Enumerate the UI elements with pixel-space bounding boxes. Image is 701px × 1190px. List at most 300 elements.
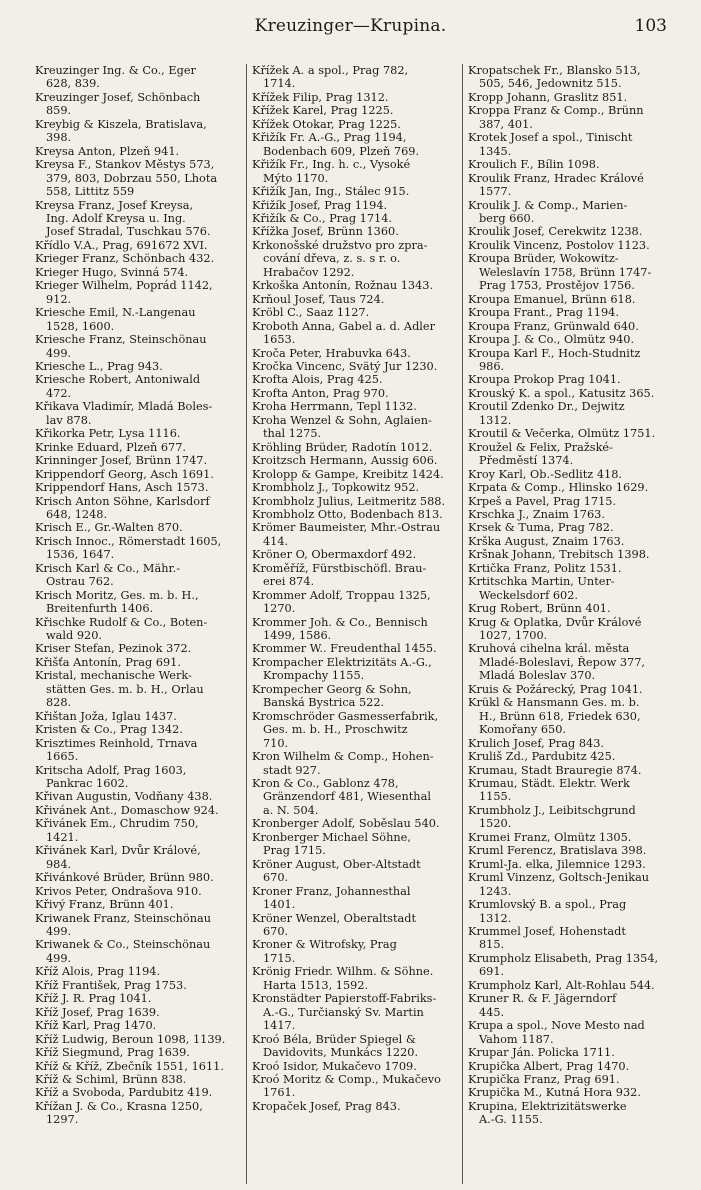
entry-line: Kroppa Franz & Comp., Brünn [468, 104, 644, 118]
directory-entry [252, 562, 457, 589]
directory-entry [35, 360, 241, 373]
directory-entry [252, 831, 457, 858]
entry-line: Kruml Vinzenz, Goltsch-Jenikau [468, 871, 650, 885]
entry-continuation-line: Harta 1513, 1592. [263, 978, 369, 992]
entry-line: Krška August, Znaim 1763. [468, 534, 625, 548]
directory-entry [252, 225, 457, 238]
entry-line: Krupička Albert, Prag 1470. [468, 1059, 630, 1073]
directory-entry [468, 64, 673, 91]
entry-line: Křižík Fr., Ing. h. c., Vysoké [252, 158, 411, 172]
entry-continuation-line: 1499, 1586. [263, 629, 332, 643]
directory-entry [468, 898, 673, 925]
directory-entry [468, 172, 673, 199]
entry-continuation-line: Breitenfurth 1406. [46, 602, 154, 616]
entry-line: Kroměříž, Fürstbischöfl. Brau- [252, 561, 427, 575]
entry-line: Kroitzsch Hermann, Aussig 606. [252, 454, 438, 468]
entry-continuation-line: 1270. [263, 602, 296, 616]
directory-entry [252, 118, 457, 131]
entry-line: Krommer W.. Freudenthal 1455. [252, 642, 437, 656]
directory-entry [468, 548, 673, 561]
entry-line: Křivánek Karl, Dvůr Králové, [35, 844, 201, 858]
entry-continuation-line: 691. [479, 965, 505, 979]
directory-entry [35, 373, 241, 400]
directory-entry [252, 481, 457, 494]
directory-entry [468, 777, 673, 804]
entry-continuation-line: Ing. Adolf Kreysa u. Ing. [46, 211, 186, 225]
entry-line: Krolopp & Gampe, Kreibitz 1424. [252, 467, 444, 481]
entry-line: Křivý Franz, Brünn 401. [35, 898, 174, 912]
entry-line: Krschka J., Znaim 1763. [468, 507, 605, 521]
directory-entry [35, 656, 241, 669]
entry-line: Křížek A. a spol., Prag 782, [252, 64, 409, 77]
entry-line: Kröhling Brüder, Radotín 1012. [252, 440, 433, 454]
directory-entry [468, 333, 673, 346]
directory-entry [35, 521, 241, 534]
entry-line: Krisztimes Reinhold, Trnava [35, 736, 198, 750]
entry-continuation-line: 1665. [46, 750, 79, 764]
directory-entry [252, 508, 457, 521]
entry-line: Krupa a spol., Nove Mesto nad [468, 1019, 645, 1033]
entry-continuation-line: A.-G. 1155. [479, 1113, 543, 1127]
directory-entry [252, 212, 457, 225]
entry-line: Kroó Isidor, Mukačevo 1709. [252, 1059, 417, 1073]
entry-line: Krug & Oplatka, Dvůr Králové [468, 615, 642, 629]
directory-entry [468, 199, 673, 226]
directory-entry [35, 790, 241, 803]
entry-line: Kröner O, Obermaxdorf 492. [252, 548, 417, 562]
entry-continuation-line: 472. [46, 386, 72, 400]
entry-continuation-line: 1417. [263, 1019, 296, 1033]
directory-entry [35, 118, 241, 145]
entry-line: Kroutil Zdenko Dr., Dejwitz [468, 400, 625, 414]
directory-entry [35, 642, 241, 655]
directory-entry [468, 387, 673, 400]
entry-line: Kreuzinger Josef, Schönbach [35, 90, 201, 104]
entry-line: Kronberger Adolf, Soběslau 540. [252, 817, 440, 831]
entry-line: Křížek Filip, Prag 1312. [252, 90, 389, 104]
directory-entry [252, 589, 457, 616]
entry-line: Kruis & Požárecký, Prag 1041. [468, 682, 643, 696]
entry-line: Kroupa Karl F., Hoch-Studnitz [468, 346, 641, 360]
entry-line: Křišťa Antonín, Prag 691. [35, 655, 181, 669]
entry-line: Krivos Peter, Ondrašova 910. [35, 884, 202, 898]
entry-line: Krupar Ján. Policka 1711. [468, 1046, 615, 1060]
entry-line: Krisch Karl & Co., Mähr.- [35, 561, 181, 575]
entry-continuation-line: 1401. [263, 898, 296, 912]
entry-line: Kroó Moritz & Comp., Mukačevo [252, 1072, 441, 1086]
directory-entry [468, 562, 673, 575]
entry-line: Kroner & Witrofsky, Prag [252, 938, 397, 952]
entry-line: Kriesche L., Prag 943. [35, 359, 163, 373]
entry-line: Krug Robert, Brünn 401. [468, 602, 611, 616]
entry-line: Krumau, Städt. Elektr. Werk [468, 777, 630, 791]
entry-continuation-line: stadt 927. [263, 763, 321, 777]
entry-line: Kroó Béla, Brüder Spiegel & [252, 1032, 416, 1046]
entry-line: Kron Wilhelm & Comp., Hohen- [252, 750, 434, 764]
directory-entry [252, 912, 457, 939]
directory-entry [252, 521, 457, 548]
directory-entry [252, 495, 457, 508]
directory-entry [35, 333, 241, 360]
entry-continuation-line: 1297. [46, 1113, 79, 1127]
entry-continuation-line: Předměstí 1374. [479, 454, 574, 468]
entry-line: Krompecher Georg & Sohn, [252, 682, 412, 696]
entry-line: Krumei Franz, Olmütz 1305. [468, 830, 632, 844]
entry-continuation-line: 387, 401. [479, 117, 533, 131]
entry-line: Kreysa F., Stankov Městys 573, [35, 158, 215, 172]
directory-entry [468, 844, 673, 857]
directory-entry [35, 427, 241, 440]
entry-line: Krisch Innoc., Römerstadt 1605, [35, 534, 222, 548]
entry-line: Křivánkové Brüder, Brünn 980. [35, 871, 214, 885]
entry-line: Kříž & Schiml, Brünn 838. [35, 1072, 187, 1086]
directory-entry [252, 91, 457, 104]
entry-line: Kreysa Anton, Plzeň 941. [35, 144, 180, 158]
directory-entry [468, 495, 673, 508]
directory-entry [35, 616, 241, 643]
entry-continuation-line: H., Brünn 618, Friedek 630, [479, 709, 641, 723]
directory-entry [252, 293, 457, 306]
entry-continuation-line: Vahom 1187. [479, 1032, 554, 1046]
directory-entry [252, 104, 457, 117]
entry-continuation-line: 1761. [263, 1086, 296, 1100]
entry-line: Kříž Siegmund, Prag 1639. [35, 1046, 190, 1060]
entry-continuation-line: 628, 839. [46, 77, 100, 91]
directory-entry [35, 669, 241, 709]
directory-entry [468, 91, 673, 104]
entry-continuation-line: lav 878. [46, 413, 92, 427]
entry-continuation-line: Banská Bystrica 522. [263, 696, 385, 710]
entry-continuation-line: 1577. [479, 185, 512, 199]
directory-entry [252, 320, 457, 347]
entry-line: Kreuzinger Ing. & Co., Eger [35, 64, 196, 77]
directory-entry [35, 441, 241, 454]
entry-continuation-line: Komořany 650. [479, 723, 566, 737]
entry-continuation-line: 558, Littitz 559 [46, 185, 135, 199]
entry-continuation-line: 398. [46, 131, 72, 145]
entry-line: Kroupa Brüder, Wokowitz- [468, 252, 619, 266]
directory-entry [468, 992, 673, 1019]
entry-continuation-line: berg 660. [479, 211, 535, 225]
entry-line: Krumbholz J., Leibitschgrund [468, 803, 636, 817]
entry-line: Kruml Ferencz, Bratislava 398. [468, 844, 647, 858]
directory-entry [35, 158, 241, 198]
directory-entry [468, 1073, 673, 1086]
entry-continuation-line: 1345. [479, 144, 512, 158]
entry-line: Kropp Johann, Graslitz 851. [468, 90, 628, 104]
directory-entry [35, 871, 241, 884]
entry-line: Křížan J. & Co., Krasna 1250, [35, 1099, 203, 1113]
entry-line: Kročka Vincenc, Svätý Jur 1230. [252, 359, 438, 373]
entry-continuation-line: Mladé-Boleslavi, Řepow 377, [479, 655, 646, 669]
entry-continuation-line: cování dřeva, z. s. s r. o. [263, 252, 401, 266]
entry-continuation-line: Weleslavín 1758, Brünn 1747- [479, 265, 652, 279]
entry-continuation-line: Josef Stradal, Tuschkau 576. [46, 225, 211, 239]
directory-entry [468, 400, 673, 427]
directory-entry [468, 481, 673, 494]
entry-line: Kreysa Franz, Josef Kreysa, [35, 198, 194, 212]
entry-continuation-line: 499. [46, 925, 72, 938]
directory-entry [468, 239, 673, 252]
directory-entry [35, 817, 241, 844]
entry-continuation-line: 1027, 1700. [479, 629, 548, 643]
directory-entry [35, 239, 241, 252]
entry-continuation-line: A.-G., Turčianský Sv. Martin [263, 1005, 424, 1019]
directory-entry [468, 468, 673, 481]
entry-continuation-line: 1528, 1600. [46, 319, 115, 333]
directory-entry [252, 885, 457, 912]
entry-line: Kruner R. & F. Jägerndorf [468, 992, 617, 1006]
directory-entry [252, 1060, 457, 1073]
directory-entry [35, 468, 241, 481]
entry-continuation-line: wald 920. [46, 629, 102, 643]
entry-line: Kroha Herrmann, Tepl 1132. [252, 400, 417, 414]
entry-line: Krumau, Stadt Brauregie 874. [468, 763, 642, 777]
entry-continuation-line: 499. [46, 951, 72, 965]
directory-entry [252, 938, 457, 965]
directory-entry [468, 952, 673, 979]
directory-entry [252, 1100, 457, 1113]
directory-entry [252, 468, 457, 481]
directory-entry [468, 521, 673, 534]
column-left [30, 64, 246, 1184]
entry-line: Kříž Ludwig, Beroun 1098, 1139. [35, 1032, 226, 1046]
entry-line: Kroboth Anna, Gabel a. d. Adler [252, 319, 436, 333]
directory-entry [468, 104, 673, 131]
entry-continuation-line: 986. [479, 359, 505, 373]
directory-entry [35, 1006, 241, 1019]
directory-entry [252, 441, 457, 454]
entry-continuation-line: Prag 1715. [263, 844, 326, 858]
entry-continuation-line: thal 1275. [263, 427, 322, 441]
entry-continuation-line: a. N. 504. [263, 803, 319, 817]
directory-entry [252, 306, 457, 319]
directory-entry [468, 535, 673, 548]
directory-entry [252, 777, 457, 817]
entry-line: Kroužel & Felix, Pražské- [468, 440, 613, 454]
directory-entry [468, 1100, 673, 1127]
entry-line: Kriesche Emil, N.-Langenau [35, 306, 196, 320]
entry-continuation-line: Mladá Boleslav 370. [479, 669, 596, 683]
entry-continuation-line: stätten Ges. m. b. H., Orlau [46, 682, 204, 696]
directory-entry [252, 1033, 457, 1060]
directory-entry [252, 656, 457, 683]
entry-line: Krommer Adolf, Troppau 1325, [252, 588, 431, 602]
entry-continuation-line: 1155. [479, 790, 512, 804]
entry-line: Kroulik Josef, Cerekwitz 1238. [468, 225, 643, 239]
entry-continuation-line: Krompachy 1155. [263, 669, 365, 683]
directory-entry [468, 750, 673, 763]
directory-entry [468, 575, 673, 602]
entry-line: Křischke Rudolf & Co., Boten- [35, 615, 208, 629]
page-header [0, 16, 701, 44]
directory-entry [35, 64, 241, 91]
entry-line: Krieger Franz, Schönbach 432. [35, 252, 215, 266]
entry-line: Kroha Wenzel & Sohn, Aglaien- [252, 413, 432, 427]
directory-entry [35, 764, 241, 791]
directory-entry [468, 616, 673, 643]
entry-line: Kröner August, Ober-Altstadt [252, 857, 421, 871]
entry-line: Krouský K. a spol., Katusitz 365. [468, 386, 655, 400]
entry-line: Křižík Jan, Ing., Stálec 915. [252, 185, 410, 199]
entry-line: Kříž Alois, Prag 1194. [35, 965, 161, 979]
entry-line: Kruhová cihelna král. města [468, 642, 630, 656]
directory-entry [35, 898, 241, 911]
entry-continuation-line: 984. [46, 857, 72, 871]
directory-entry [468, 131, 673, 158]
entry-line: Krpeš a Pavel, Prag 1715. [468, 494, 617, 508]
entry-continuation-line: 1714. [263, 77, 296, 91]
directory-entry [35, 1100, 241, 1127]
entry-continuation-line: Davidovits, Munkács 1220. [263, 1046, 419, 1060]
directory-entry [468, 737, 673, 750]
entry-line: Kříž Josef, Prag 1639. [35, 1005, 160, 1019]
directory-entry [468, 979, 673, 992]
directory-entry [252, 64, 457, 91]
directory-entry [252, 347, 457, 360]
directory-entry [468, 320, 673, 333]
directory-entry [468, 225, 673, 238]
directory-entry [35, 992, 241, 1005]
entry-line: Kroupa Prokop Prag 1041. [468, 373, 621, 387]
entry-line: Kronstädter Papierstoff-Fabriks- [252, 992, 437, 1006]
entry-continuation-line: 670. [263, 871, 289, 885]
entry-line: Křivan Augustin, Vodňany 438. [35, 790, 213, 804]
entry-line: Kromschröder Gasmesserfabrik, [252, 709, 439, 723]
entry-line: Kriwanek & Co., Steinschönau [35, 938, 211, 952]
entry-line: Kröbl C., Saaz 1127. [252, 306, 370, 320]
entry-line: Kristal, mechanische Werk- [35, 669, 192, 683]
column-right [462, 64, 678, 1184]
directory-entry [35, 885, 241, 898]
directory-entry [468, 858, 673, 871]
entry-line: Krummel Josef, Hohenstadt [468, 925, 626, 938]
entry-line: Krofta Alois, Prag 425. [252, 373, 383, 387]
directory-entry [468, 1046, 673, 1059]
entry-line: Křižík Fr. A.-G., Prag 1194, [252, 131, 407, 145]
directory-entry [35, 1060, 241, 1073]
entry-line: Kroupa Emanuel, Brünn 618. [468, 292, 636, 306]
entry-continuation-line: 1715. [263, 951, 296, 965]
entry-line: Krumpholz Elisabeth, Prag 1354, [468, 951, 659, 965]
entry-line: Kroulik Vincenz, Postolov 1123. [468, 238, 650, 252]
entry-continuation-line: 1520. [479, 817, 512, 831]
entry-line: Křivánek Ant., Domaschow 924. [35, 803, 219, 817]
entry-line: Kreybig & Kiszela, Bratislava, [35, 117, 207, 131]
entry-line: Kříž J. R. Prag 1041. [35, 992, 152, 1006]
entry-continuation-line: 912. [46, 292, 72, 306]
entry-continuation-line: 505, 546, Jedownitz 515. [479, 77, 622, 91]
entry-continuation-line: Weckelsdorf 602. [479, 588, 579, 602]
entry-line: Krieger Wilhelm, Poprád 1142, [35, 279, 213, 293]
directory-entry [468, 293, 673, 306]
entry-continuation-line: 828. [46, 696, 72, 710]
entry-line: Kříž a Svoboda, Pardubitz 419. [35, 1086, 213, 1100]
entry-line: Krtička Franz, Politz 1531. [468, 561, 622, 575]
entry-line: Kroupa Franz, Grünwald 640. [468, 319, 639, 333]
entry-line: Krupina, Elektrizitätswerke [468, 1099, 627, 1113]
directory-entry [252, 750, 457, 777]
entry-line: Kříž & Kříž, Zbečník 1551, 1611. [35, 1059, 224, 1073]
entry-line: Krulich Josef, Prag 843. [468, 736, 605, 750]
entry-line: Kruml-Ja. elka, Jilemnice 1293. [468, 857, 646, 871]
directory-entry [252, 373, 457, 386]
entry-continuation-line: Pankrac 1602. [46, 777, 129, 791]
entry-line: Krombholz Otto, Bodenbach 813. [252, 507, 443, 521]
entry-line: Kroulik J. & Comp., Marien- [468, 198, 628, 212]
directory-entry [35, 306, 241, 333]
directory-entry [252, 817, 457, 830]
directory-entry [468, 508, 673, 521]
entry-line: Kroča Peter, Hrabuvka 643. [252, 346, 411, 360]
entry-line: Krkoška Antonín, Rožnau 1343. [252, 279, 434, 293]
directory-entry [35, 535, 241, 562]
entry-line: Krinke Eduard, Plzeň 677. [35, 440, 187, 454]
entry-continuation-line: Ges. m. b. H., Proschwitz [263, 723, 408, 737]
directory-entry [468, 1019, 673, 1046]
directory-entry [252, 683, 457, 710]
directory-entry [35, 1073, 241, 1086]
entry-line: Krumlovský B. a spol., Prag [468, 898, 627, 912]
entry-line: Krömer Baumeister, Mhr.-Ostrau [252, 521, 441, 535]
entry-continuation-line: 1536, 1647. [46, 548, 115, 562]
directory-entry [252, 992, 457, 1032]
directory-entry [468, 373, 673, 386]
directory-entry [252, 158, 457, 185]
directory-entry [35, 454, 241, 467]
entry-continuation-line: 414. [263, 534, 289, 548]
entry-line: Křištan Joža, Iglau 1437. [35, 709, 177, 723]
column-middle [246, 64, 462, 1184]
entry-line: Křížek Otokar, Prag 1225. [252, 117, 401, 131]
entry-continuation-line: 1312. [479, 413, 512, 427]
entry-line: Kröner Wenzel, Oberaltstadt [252, 911, 416, 925]
entry-line: Kroy Karl, Ob.-Sedlitz 418. [468, 467, 623, 481]
entry-line: Křížek Karel, Prag 1225. [252, 104, 394, 118]
directory-entry [468, 441, 673, 468]
directory-entry [35, 938, 241, 965]
entry-line: Kronberger Michael Söhne, [252, 830, 411, 844]
entry-line: Krtitschka Martin, Unter- [468, 575, 615, 589]
directory-entry [35, 737, 241, 764]
page-number: 103 [634, 16, 667, 36]
entry-line: Krombholz Julius, Leitmeritz 588. [252, 494, 446, 508]
directory-entry [468, 252, 673, 292]
entry-line: Krommer Joh. & Co., Bennisch [252, 615, 428, 629]
directory-entry [35, 589, 241, 616]
directory-entry [35, 1046, 241, 1059]
entry-line: Kriesche Franz, Steinschönau [35, 333, 207, 347]
entry-line: Krupička M., Kutná Hora 932. [468, 1086, 641, 1100]
entry-line: Kříž Karl, Prag 1470. [35, 1019, 157, 1033]
directory-entry [252, 710, 457, 750]
entry-line: Kruliš Zd., Pardubitz 425. [468, 750, 616, 764]
directory-entry [252, 414, 457, 441]
directory-entry [468, 347, 673, 374]
entry-line: Křikorka Petr, Lysa 1116. [35, 427, 181, 441]
directory-entry [468, 696, 673, 736]
directory-entry [468, 804, 673, 831]
running-title: Kreuzinger—Krupina. [254, 16, 447, 36]
entry-continuation-line: 445. [479, 1005, 505, 1019]
directory-entry [35, 266, 241, 279]
entry-line: Kroulich F., Bílin 1098. [468, 158, 600, 172]
entry-line: Kroupa J. & Co., Olmütz 940. [468, 333, 635, 347]
entry-line: Kroutil & Večerka, Olmütz 1751. [468, 427, 656, 441]
directory-entry [35, 723, 241, 736]
entry-line: Kritscha Adolf, Prag 1603, [35, 763, 187, 777]
entry-line: Křižík & Co., Prag 1714. [252, 211, 393, 225]
